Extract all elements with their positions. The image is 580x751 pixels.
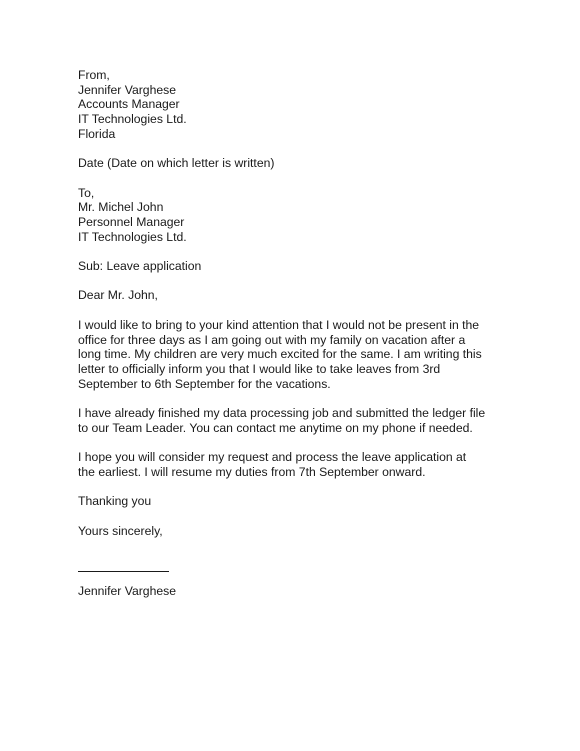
recipient-name: Mr. Michel John [78,200,164,215]
paragraph-line: long time. My children are very much excited for the same. I am writing this [78,347,482,362]
date-block [78,156,518,171]
recipient-block [78,186,518,245]
thanks-line: Thanking you [78,494,152,509]
salutation-block [78,288,518,303]
closing-block [78,524,518,539]
body-paragraph-1 [78,318,518,392]
closing-line: Yours sincerely, [78,523,163,538]
body-paragraph-2 [78,406,518,435]
subject-line: Sub: Leave application [78,259,202,274]
subject-block [78,259,518,274]
sender-company: IT Technologies Ltd. [78,112,187,127]
to-label: To, [78,185,95,200]
salutation: Dear Mr. John, [78,288,158,303]
signature-line [78,571,169,572]
sender-title: Accounts Manager [78,97,180,112]
thanks-block [78,494,518,509]
sender-name: Jennifer Varghese [78,82,177,97]
paragraph-line: I hope you will consider my request and process the leave application at [78,450,467,465]
paragraph-line: the earliest. I will resume my duties from 7th September onward. [78,464,426,479]
sender-location: Florida [78,126,116,141]
signature-block [78,584,518,599]
leave-application-letter [78,68,518,599]
body-paragraph-3 [78,450,518,479]
date-line: Date (Date on which letter is written) [78,156,275,171]
sender-block [78,68,518,142]
paragraph-line: to our Team Leader. You can contact me anytime on my phone if needed. [78,420,473,435]
paragraph-line: I would like to bring to your kind attention that I would not be present in the [78,317,480,332]
recipient-title: Personnel Manager [78,215,185,229]
recipient-company: IT Technologies Ltd. [78,229,187,244]
paragraph-line: I have already finished my data processing job and submitted the ledger file [78,406,486,421]
from-label: From, [78,68,110,82]
paragraph-line: office for three days as I am going out with my family on vacation after a [78,332,466,347]
signature-name: Jennifer Varghese [78,584,177,599]
paragraph-line: letter to officially inform you that I would like to take leaves from 3rd [78,361,441,376]
paragraph-line: September to 6th September for the vacations. [78,376,331,391]
